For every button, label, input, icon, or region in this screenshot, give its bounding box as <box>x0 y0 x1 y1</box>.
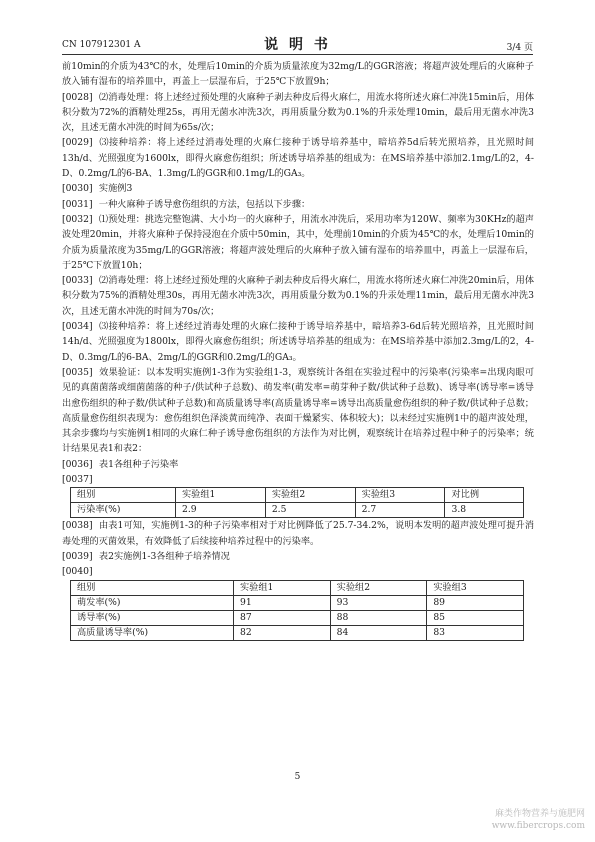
table-header-cell: 实验组2 <box>265 488 355 503</box>
table-cell: 2.7 <box>355 503 445 518</box>
table-cell: 93 <box>330 595 427 610</box>
table-cell: 82 <box>234 625 331 640</box>
paragraph-text: ⑴预处理：挑选完整饱满、大小均一的火麻种子，用流水冲洗后，采用功率为120W、频率为30KHz的超声波处理20min，并将火麻种子保持浸泡在介质中50min，其中，处理前10min的介质为45℃的水，处理后10min的介质为质量浓度为35mg/L的GGR溶液；将超声波处理后的火麻种子放入铺有湿布的培养皿中，再盖上一层湿布后，于25℃下放置10h； <box>62 213 534 271</box>
document-body <box>62 59 534 641</box>
paragraph-text: ⑵消毒处理：将上述经过预处理的火麻种子剥去种皮后得火麻仁，用流水将所述火麻仁冲洗15min后，用体积分数为72%的酒精处理25s，再用无菌水冲洗3次，再用质量分数为0.1%的升汞处理10min，最后用无菌水冲洗3次，且述无菌水冲洗的时间为65s/次； <box>62 91 535 134</box>
paragraph <box>62 59 534 90</box>
paragraph-number: [0031] <box>62 198 93 210</box>
table-cell: 2.5 <box>265 503 355 518</box>
table-caption <box>62 549 534 564</box>
table-row <box>71 610 524 625</box>
paragraph-text: 一种火麻种子诱导愈伤组织的方法，包括以下步骤： <box>98 198 311 210</box>
table-cell: 85 <box>427 610 524 625</box>
paragraph-number: [0035] <box>62 366 93 378</box>
page-number: 5 <box>294 772 301 782</box>
table-contamination-rate <box>70 487 524 518</box>
table-header-cell: 组别 <box>71 488 176 503</box>
table-row <box>71 503 524 518</box>
watermark <box>492 808 585 832</box>
paragraph <box>62 273 534 319</box>
table-cell: 89 <box>427 595 524 610</box>
watermark-line: 麻类作物营养与施肥网 <box>494 809 585 819</box>
paragraph <box>62 197 534 212</box>
paragraph-text: ⑶接种培养：将上述经过消毒处理的火麻仁接种于诱导培养基中，暗培养3-6d后转光照培养，且光照时间14h/d、光照强度为1800lx，即得火麻愈伤组织；所述诱导培养基的组成为：在MS培养基中添加2.3mg/L的2，4-D、0.3mg/L的6-BA、2mg/L的GGR和0.2mg/L的GA₃。 <box>62 321 534 363</box>
paragraph <box>62 365 534 457</box>
paragraph-number: [0036] <box>62 458 93 470</box>
table-cell: 高质量诱导率(%) <box>71 625 234 640</box>
paragraph-number: [0029] <box>62 137 93 149</box>
paragraph <box>62 212 534 273</box>
paragraph <box>62 319 534 365</box>
paragraph <box>62 472 534 487</box>
header-divider <box>62 54 533 55</box>
page-indicator: 3/4 页 <box>506 43 533 53</box>
paragraph-number: [0034] <box>62 321 93 333</box>
table-cell: 87 <box>234 610 331 625</box>
table-header-cell: 实验组1 <box>234 580 331 595</box>
paragraph-text: 表1各组种子污染率 <box>98 458 179 470</box>
table-header-row <box>71 580 524 595</box>
paragraph-number: [0033] <box>62 275 93 287</box>
table-header-cell: 实验组2 <box>330 580 427 595</box>
table-cell: 83 <box>427 625 524 640</box>
document-title: 说 明 书 <box>264 37 331 53</box>
paragraph-text: 表2实施例1-3各组种子培养情况 <box>98 550 230 562</box>
table-cell: 污染率(%) <box>71 503 176 518</box>
paragraph-text: 由表1可知，实施例1-3的种子污染率相对于对比例降低了25.7-34.2%，说明本发明的超声波处理可提升消毒处理的灭菌效果，有效降低了后续接种培养过程中的污染率。 <box>62 520 535 547</box>
paragraph-number: [0038] <box>62 520 93 532</box>
table-cell: 88 <box>330 610 427 625</box>
watermark-line: www.fibercrops.com <box>491 821 585 831</box>
table-cell: 诱导率(%) <box>71 610 234 625</box>
table-caption <box>62 457 534 472</box>
paragraph <box>62 518 534 549</box>
publication-number: CN 107912301 A <box>62 40 141 50</box>
table-cell: 84 <box>330 625 427 640</box>
paragraph-number: [0040] <box>62 566 93 578</box>
paragraph-number: [0028] <box>62 91 93 103</box>
table-header-cell: 实验组3 <box>355 488 445 503</box>
paragraph-number: [0039] <box>62 550 93 562</box>
table-cell: 萌发率(%) <box>71 595 234 610</box>
table-header-cell: 实验组3 <box>427 580 524 595</box>
paragraph-number: [0037] <box>62 474 93 486</box>
paragraph-text: 效果验证：以本发明实施例1-3作为实验组1-3，观察统计各组在实验过程中的污染率(污染率=出现肉眼可见的真菌菌落或细菌菌落的种子/供试种子总数)、萌发率(萌发率=萌芽种子数/供试种子总数)、诱导率(诱导率=诱导出愈伤组织的种子数/供试种子总数)和高质量诱导率(高质量诱导率=诱导出高质量愈伤组织的种子数/供试种子总数；高质量愈伤组织表现为：愈伤组织色泽淡黄而纯净、表面干燥紧实、体积较大)；以未经过实施例1中的超声波处理，其余步骤均与实施例1相同的火麻仁种子诱导愈伤组织的方法作为对比例，观察统计在培养过程中种子的污染率；统计结果见表1和表2： <box>62 366 535 455</box>
paragraph-text: ⑶接种培养：将上述经过消毒处理的火麻仁接种于诱导培养基中，暗培养5d后转光照培养，且光照时间13h/d、光照强度为1600lx，即得火麻愈伤组织；所述诱导培养基的组成为：在MS培养基中添加2.1mg/L的2，4-D、0.2mg/L的6-BA、1.3mg/L的GGR和0.1mg/L的GA₃。 <box>62 137 535 180</box>
table-header-cell: 组别 <box>71 580 234 595</box>
table-cell: 91 <box>234 595 331 610</box>
table-header-cell: 实验组1 <box>176 488 266 503</box>
paragraph-text: ⑵消毒处理：将上述经过预处理的火麻种子剥去种皮后得火麻仁，用流水将所述火麻仁冲洗20min后，用体积分数为75%的酒精处理30s，再用无菌水冲洗3次，再用质量分数为0.1%的升汞处理11min，最后用无菌水冲洗3次，且述无菌水冲洗的时间为70s/次； <box>62 275 535 317</box>
table-header-cell: 对比例 <box>445 488 524 503</box>
paragraph <box>62 90 534 136</box>
table-row <box>71 595 524 610</box>
table-cell: 2.9 <box>176 503 266 518</box>
paragraph-text: 实施例3 <box>98 183 133 195</box>
table-culture-results <box>70 580 524 641</box>
paragraph-text: 前10min的介质为43℃的水，处理后10min的介质为质量浓度为32mg/L的GGR溶液；将超声波处理后的火麻种子放入铺有湿布的培养皿中，再盖上一层湿布后，于25℃下放置9h； <box>62 61 534 88</box>
table-cell: 3.8 <box>445 503 524 518</box>
paragraph-number: [0032] <box>62 213 93 225</box>
table-header-row <box>71 488 524 503</box>
paragraph <box>62 135 534 181</box>
paragraph-number: [0030] <box>62 183 93 195</box>
table-row <box>71 625 524 640</box>
paragraph <box>62 564 534 579</box>
paragraph <box>62 181 534 196</box>
